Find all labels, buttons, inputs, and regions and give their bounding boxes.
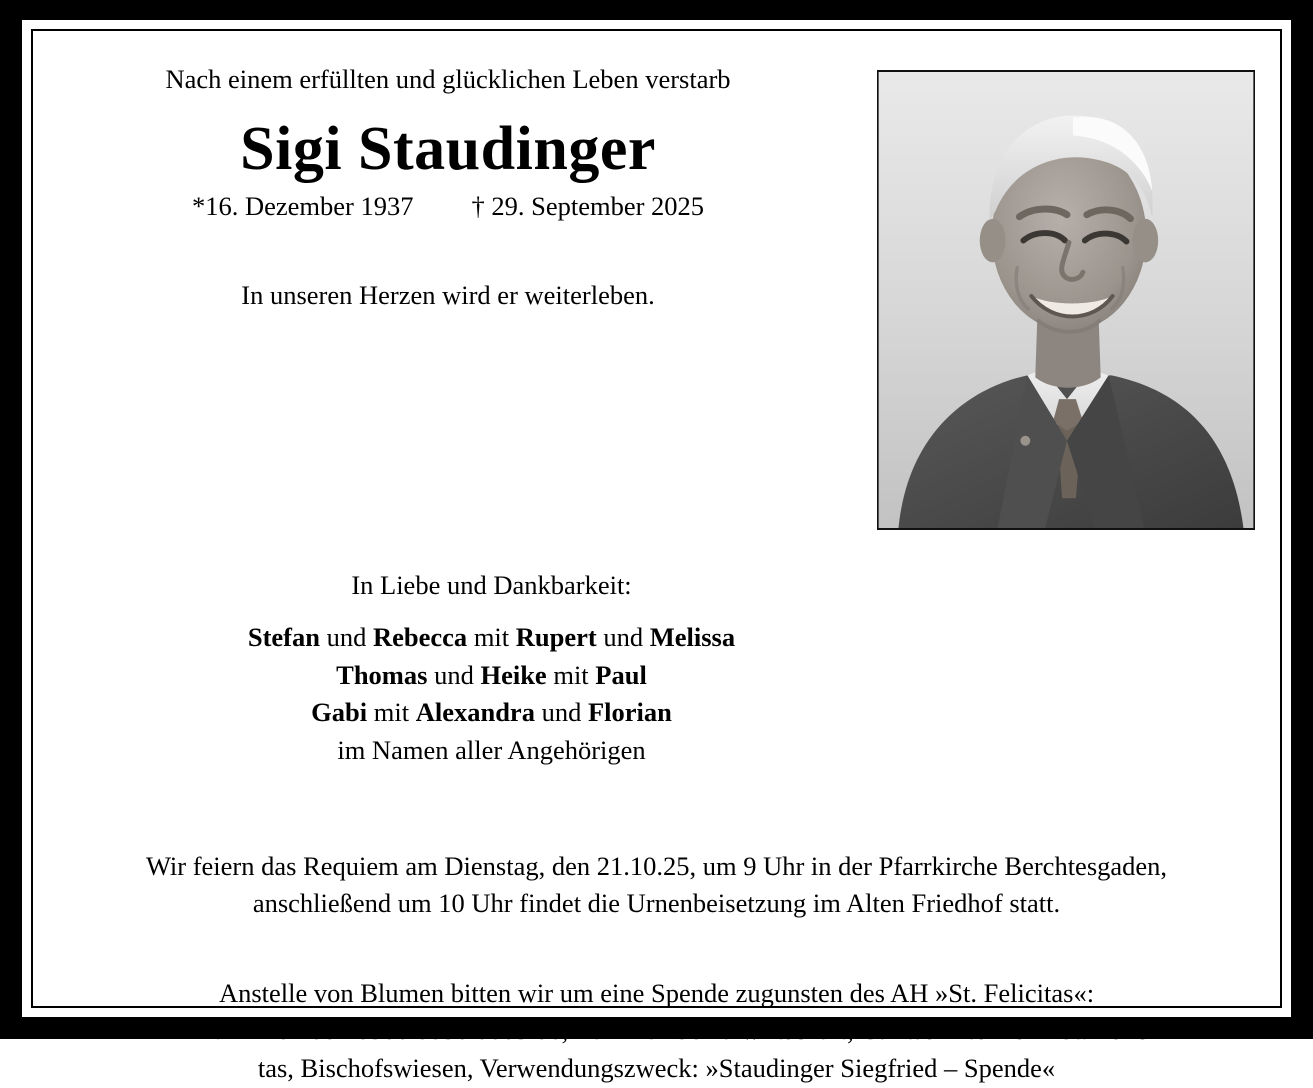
donation-line-2: IBAN: DE20 7002 0500 8850 0003 06, Bank für Sozialwirtschaft, Caritas Altenheim St. Felici- (149, 1015, 1164, 1046)
death-date: † 29. September 2025 (471, 191, 705, 222)
family-name-alexandra: Alexandra (415, 697, 535, 728)
family-block (58, 570, 1255, 770)
donation-block (58, 975, 1255, 1088)
family-line-3 (58, 694, 925, 732)
family-line-2 (58, 657, 925, 695)
family-name-paul: Paul (595, 659, 647, 690)
deceased-name: Sigi Staudinger (240, 114, 656, 183)
portrait-photo-image (879, 72, 1253, 528)
family-conj-1b: mit (467, 622, 516, 652)
family-name-heike: Heike (480, 659, 547, 690)
donation-line-1: Anstelle von Blumen bitten wir um eine Spende zugunsten des AH »St. Felicitas«: (218, 977, 1095, 1008)
obituary-paper (22, 20, 1291, 1083)
family-name-florian: Florian (587, 697, 672, 728)
family-name-thomas: Thomas (336, 659, 428, 690)
donation-line-3: tas, Bischofswiesen, Verwendungszweck: »Staudinger Siegfried – Spende« (257, 1053, 1056, 1083)
family-name-rebecca: Rebecca (373, 622, 468, 652)
family-line-4: im Namen aller Angehörigen (337, 734, 646, 765)
headline-block (58, 46, 838, 311)
family-conj-3b: und (534, 697, 588, 728)
top-section (58, 46, 1255, 530)
memorial-motto: In unseren Herzen wird er weiterleben. (241, 280, 655, 311)
birth-date: *16. Dezember 1937 (191, 191, 414, 222)
lead-text: Nach einem erfüllten und glücklichen Leben verstarb (165, 64, 731, 94)
family-name-rupert: Rupert (515, 622, 597, 652)
family-conj-2b: mit (546, 659, 596, 690)
portrait-photo (877, 70, 1255, 530)
obituary-content (22, 20, 1291, 1083)
requiem-block (58, 848, 1255, 923)
family-conj-1a: und (320, 622, 373, 652)
family-conj-1c: und (596, 622, 650, 652)
requiem-line-2: anschließend um 10 Uhr findet die Urnenbeisetzung im Alten Friedhof statt. (252, 888, 1061, 919)
family-name-melissa: Melissa (649, 622, 736, 652)
family-conj-3a: mit (367, 697, 416, 728)
family-name-gabi: Gabi (311, 697, 368, 728)
family-conj-2a: und (427, 659, 481, 690)
family-line-1 (58, 619, 925, 657)
life-dates (58, 191, 838, 222)
family-intro: In Liebe und Dankbarkeit: (351, 570, 632, 600)
family-name-stefan: Stefan (247, 622, 320, 652)
requiem-line-1: Wir feiern das Requiem am Dienstag, den 21.10.25, um 9 Uhr in der Pfarrkirche Berchtesgaden, (145, 850, 1168, 881)
